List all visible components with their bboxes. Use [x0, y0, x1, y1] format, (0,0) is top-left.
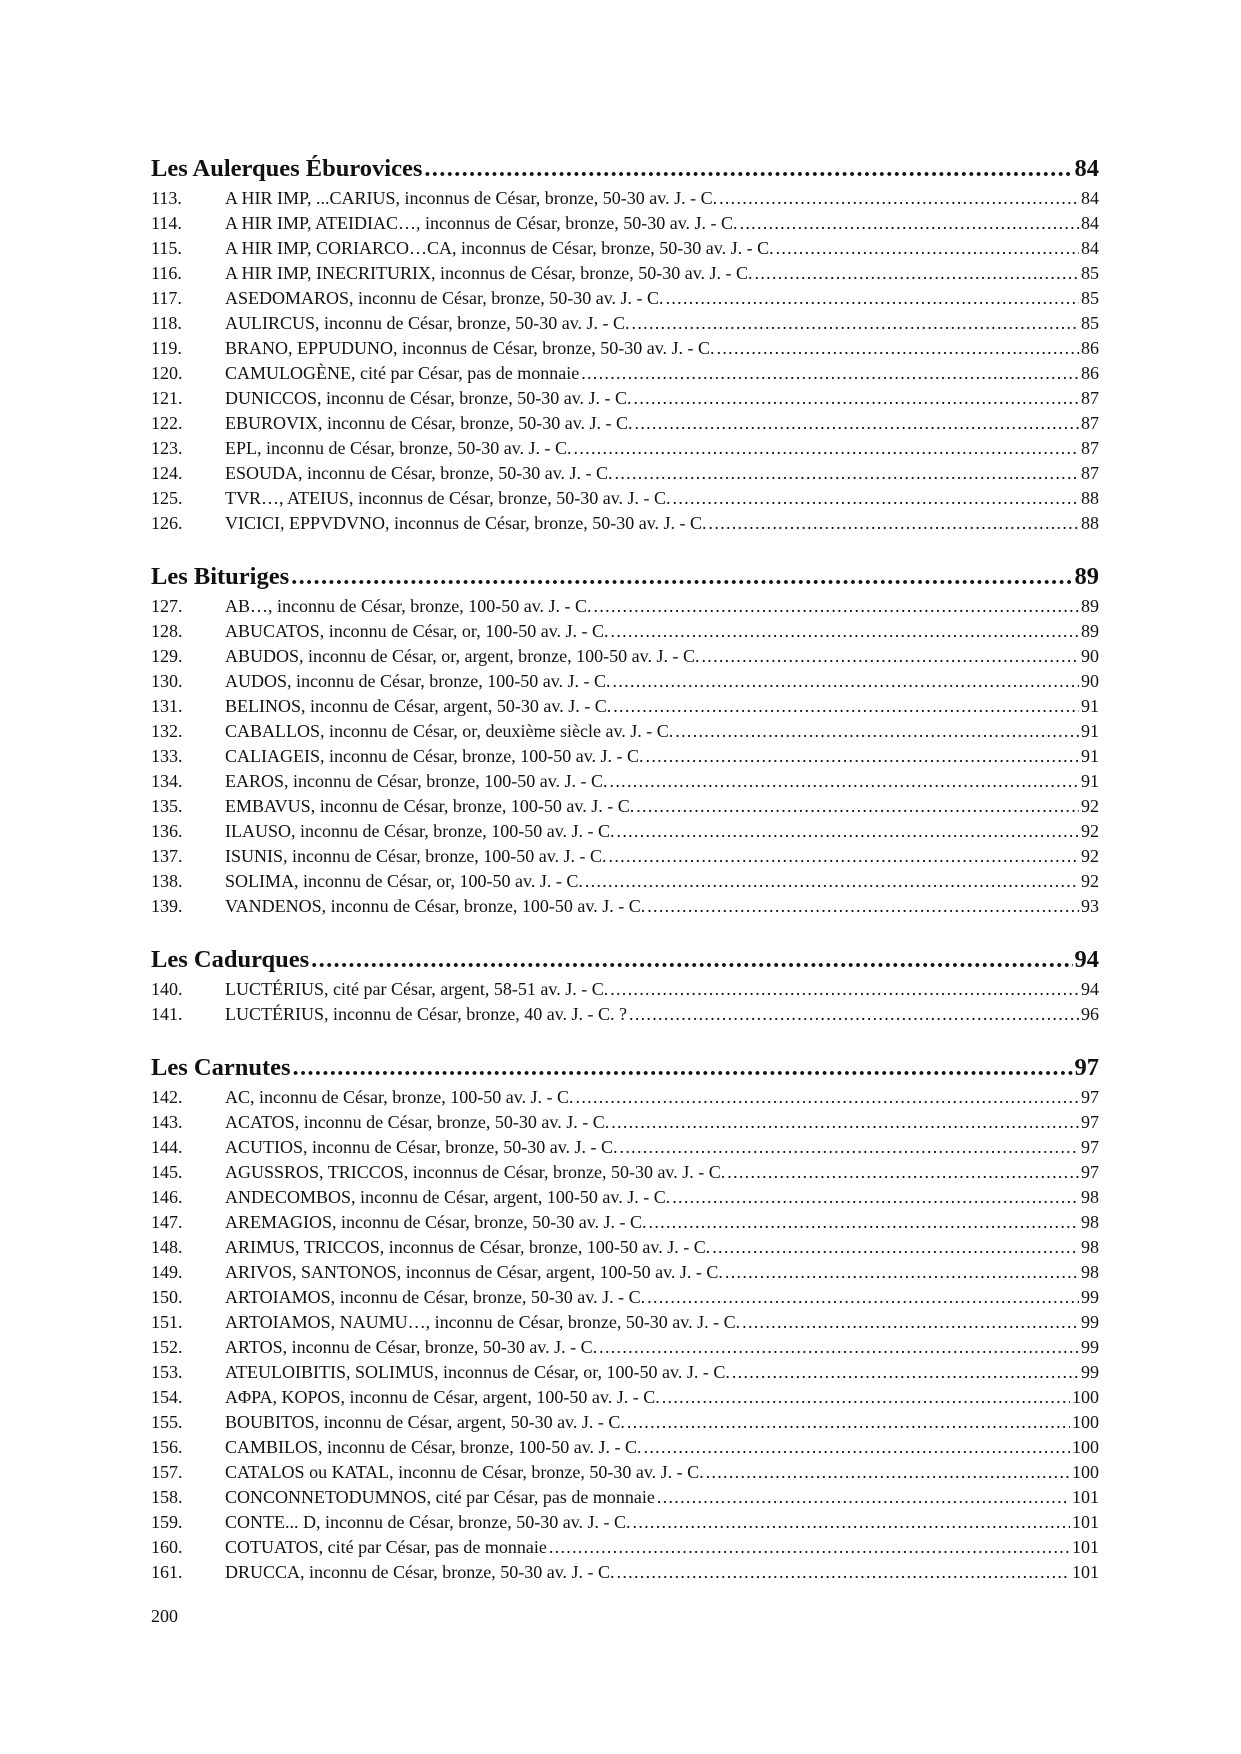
dot-leader [727, 1160, 1079, 1185]
toc-entry [151, 411, 1099, 436]
dot-leader [617, 1560, 1070, 1585]
entry-text: DRUCCA, inconnu de César, bronze, 50-30 av. J. - C. [225, 1562, 615, 1582]
section-title: Les Carnutes [151, 1054, 291, 1081]
entry-text: LUCTÉRIUS, cité par César, argent, 58-51 av. J. - C. [225, 979, 609, 999]
entry-text: ISUNIS, inconnu de César, bronze, 100-50 av. J. - C. [225, 846, 607, 866]
dot-leader [675, 719, 1079, 744]
entry-text: ASEDOMAROS, inconnu de César, bronze, 50-30 av. J. - C. [225, 288, 664, 308]
entry-number: 113. [151, 188, 182, 208]
dot-leader [424, 152, 1072, 186]
entry-number: 127. [151, 596, 183, 616]
dot-leader [673, 486, 1079, 511]
entry-number: 152. [151, 1337, 183, 1357]
dot-leader [647, 894, 1079, 919]
toc-entry [151, 361, 1099, 386]
dot-leader [755, 261, 1079, 286]
entry-number: 118. [151, 313, 182, 333]
entry-text: TVR…, ATEIUS, inconnus de César, bronze, 50-30 av. J. - C. [225, 488, 671, 508]
toc-entry [151, 1260, 1099, 1285]
dot-leader [636, 794, 1079, 819]
entry-page-number: 101 [1072, 1512, 1099, 1532]
entry-text: ARTOS, inconnu de César, bronze, 50-30 av. J. - C. [225, 1337, 598, 1357]
entry-number: 148. [151, 1237, 183, 1257]
entry-number: 156. [151, 1437, 183, 1457]
entry-page-number: 91 [1081, 696, 1099, 716]
entry-page-number: 99 [1081, 1362, 1099, 1382]
entry-page-number: 100 [1072, 1387, 1099, 1407]
toc-entry [151, 1110, 1099, 1135]
entry-number: 135. [151, 796, 183, 816]
entry-page-number: 98 [1081, 1237, 1099, 1257]
dot-leader [701, 644, 1079, 669]
entry-number: 124. [151, 463, 183, 483]
entry-text: EAROS, inconnu de César, bronze, 100-50 av. J. - C. [225, 771, 608, 791]
entry-page-number: 87 [1081, 463, 1099, 483]
entry-number: 115. [151, 238, 182, 258]
entry-page-number: 87 [1081, 438, 1099, 458]
entry-number: 159. [151, 1512, 183, 1532]
entry-page-number: 97 [1081, 1162, 1099, 1182]
entry-page-number: 84 [1081, 188, 1099, 208]
entry-number: 125. [151, 488, 183, 508]
entry-text: BELINOS, inconnu de César, argent, 50-30 av. J. - C. [225, 696, 612, 716]
dot-leader [732, 1360, 1079, 1385]
toc-entry [151, 594, 1099, 619]
toc-entry [151, 186, 1099, 211]
entry-text: AGUSSROS, TRICCOS, inconnus de César, bronze, 50-30 av. J. - C. [225, 1162, 726, 1182]
entry-text: ARTOIAMOS, NAUMU…, inconnu de César, bronze, 50-30 av. J. - C. [225, 1312, 741, 1332]
toc-entry [151, 436, 1099, 461]
entry-number: 161. [151, 1562, 183, 1582]
entry-text: CAMULOGÈNE, cité par César, pas de monnaie [225, 363, 580, 383]
dot-leader [311, 943, 1072, 977]
entry-text: COTUATOS, cité par César, pas de monnaie [225, 1537, 547, 1557]
entry-number: 131. [151, 696, 183, 716]
entry-text: BOUBITOS, inconnu de César, argent, 50-30 av. J. - C. [225, 1412, 625, 1432]
entry-text: LUCTÉRIUS, inconnu de César, bronze, 40 av. J. - C. ? [225, 1004, 628, 1024]
entry-number: 133. [151, 746, 183, 766]
section-page-number: 89 [1074, 563, 1099, 590]
toc-entry [151, 1560, 1099, 1585]
toc-entry [151, 211, 1099, 236]
entry-text: CALIAGEIS, inconnu de César, bronze, 100-50 av. J. - C. [225, 746, 644, 766]
toc-entry [151, 1360, 1099, 1385]
toc-entry [151, 1310, 1099, 1335]
entry-text: A HIR IMP, ATEIDIAC…, inconnus de César, bronze, 50-30 av. J. - C. [225, 213, 738, 233]
entry-text: A HIR IMP, INECRITURIX, inconnus de César, bronze, 50-30 av. J. - C. [225, 263, 753, 283]
entry-number: 137. [151, 846, 183, 866]
entry-text: DUNICCOS, inconnu de César, bronze, 50-30 av. J. - C. [225, 388, 632, 408]
entry-page-number: 99 [1081, 1337, 1099, 1357]
toc-entry [151, 1385, 1099, 1410]
entry-page-number: 89 [1081, 621, 1099, 641]
toc-section [151, 943, 1099, 1027]
entry-text: BRANO, EPPUDUNO, inconnus de César, bronze, 50-30 av. J. - C. [225, 338, 715, 358]
toc-section [151, 560, 1099, 919]
toc-section [151, 1051, 1099, 1585]
toc-entry [151, 894, 1099, 919]
entry-text: AREMAGIOS, inconnu de César, bronze, 50-30 av. J. - C. [225, 1212, 647, 1232]
toc-entry [151, 1435, 1099, 1460]
section-title: Les Cadurques [151, 946, 310, 973]
toc-entry [151, 1410, 1099, 1435]
entry-page-number: 92 [1081, 846, 1099, 866]
entry-number: 132. [151, 721, 183, 741]
dot-leader [632, 311, 1079, 336]
toc-entry [151, 644, 1099, 669]
entry-text: ILAUSO, inconnu de César, bronze, 100-50 av. J. - C. [225, 821, 615, 841]
toc-entry [151, 386, 1099, 411]
entry-page-number: 92 [1081, 871, 1099, 891]
entry-page-number: 94 [1081, 979, 1099, 999]
entry-page-number: 101 [1072, 1562, 1099, 1582]
toc-entry [151, 1085, 1099, 1110]
entry-page-number: 91 [1081, 721, 1099, 741]
toc-entry [151, 869, 1099, 894]
entry-page-number: 84 [1081, 238, 1099, 258]
entry-text: EPL, inconnu de César, bronze, 50-30 av. J. - C. [225, 438, 572, 458]
entry-text: CABALLOS, inconnu de César, or, deuxième siècle av. J. - C. [225, 721, 674, 741]
entry-page-number: 100 [1072, 1437, 1099, 1457]
entry-page-number: 87 [1081, 388, 1099, 408]
dot-leader [611, 619, 1079, 644]
dot-leader [594, 594, 1079, 619]
dot-leader [633, 1510, 1070, 1535]
toc-entry [151, 1485, 1099, 1510]
toc-entry [151, 1135, 1099, 1160]
entry-number: 158. [151, 1487, 183, 1507]
entry-page-number: 97 [1081, 1137, 1099, 1157]
dot-leader [666, 286, 1079, 311]
toc-section [151, 152, 1099, 536]
entry-number: 160. [151, 1537, 183, 1557]
section-heading [151, 560, 1099, 594]
entry-page-number: 88 [1081, 513, 1099, 533]
dot-leader [725, 1260, 1079, 1285]
entry-page-number: 99 [1081, 1287, 1099, 1307]
entry-number: 119. [151, 338, 182, 358]
toc-entry [151, 1160, 1099, 1185]
dot-leader [635, 411, 1079, 436]
toc-entry [151, 286, 1099, 311]
dot-leader [719, 186, 1079, 211]
toc-entry [151, 694, 1099, 719]
entry-text: AC, inconnu de César, bronze, 100-50 av. J. - C. [225, 1087, 574, 1107]
dot-leader [609, 844, 1079, 869]
entry-page-number: 97 [1081, 1112, 1099, 1132]
entry-text: SOLIMA, inconnu de César, or, 100-50 av. J. - C. [225, 871, 583, 891]
dot-leader [672, 1185, 1079, 1210]
entry-page-number: 85 [1081, 263, 1099, 283]
entry-text: EMBAVUS, inconnu de César, bronze, 100-50 av. J. - C. [225, 796, 635, 816]
entry-text: ABUCATOS, inconnu de César, or, 100-50 av. J. - C. [225, 621, 609, 641]
toc-entry [151, 819, 1099, 844]
entry-text: AUDOS, inconnu de César, bronze, 100-50 av. J. - C. [225, 671, 611, 691]
dot-leader [576, 1085, 1079, 1110]
entry-number: 122. [151, 413, 183, 433]
entry-number: 142. [151, 1087, 183, 1107]
entry-page-number: 96 [1081, 1004, 1099, 1024]
toc-entry [151, 1335, 1099, 1360]
dot-leader [742, 1310, 1079, 1335]
toc-entry [151, 1002, 1099, 1027]
dot-leader [574, 436, 1079, 461]
table-of-contents [151, 152, 1099, 1609]
entry-page-number: 100 [1072, 1412, 1099, 1432]
entry-page-number: 101 [1072, 1487, 1099, 1507]
dot-leader [291, 560, 1072, 594]
dot-leader [776, 236, 1079, 261]
toc-entry [151, 844, 1099, 869]
dot-leader [644, 1435, 1070, 1460]
entry-number: 136. [151, 821, 183, 841]
entry-text: VANDENOS, inconnu de César, bronze, 100-50 av. J. - C. [225, 896, 646, 916]
entry-number: 139. [151, 896, 183, 916]
dot-leader [627, 1410, 1070, 1435]
entry-text: ANDECOMBOS, inconnu de César, argent, 100-50 av. J. - C. [225, 1187, 671, 1207]
section-heading [151, 943, 1099, 977]
dot-leader [615, 461, 1079, 486]
entry-page-number: 91 [1081, 771, 1099, 791]
entry-page-number: 92 [1081, 796, 1099, 816]
entry-text: CAMBILOS, inconnu de César, bronze, 100-50 av. J. - C. [225, 1437, 642, 1457]
dot-leader [581, 361, 1079, 386]
toc-entry [151, 1510, 1099, 1535]
entry-number: 153. [151, 1362, 183, 1382]
entry-number: 150. [151, 1287, 183, 1307]
entry-page-number: 86 [1081, 338, 1099, 358]
dot-leader [706, 1460, 1070, 1485]
entry-number: 123. [151, 438, 183, 458]
page-number: 200 [151, 1606, 178, 1626]
dot-leader [613, 694, 1079, 719]
entry-page-number: 86 [1081, 363, 1099, 383]
dot-leader [657, 1485, 1070, 1510]
toc-entry [151, 1235, 1099, 1260]
toc-entry [151, 311, 1099, 336]
dot-leader [617, 819, 1079, 844]
entry-number: 116. [151, 263, 182, 283]
entry-number: 138. [151, 871, 183, 891]
entry-number: 120. [151, 363, 183, 383]
entry-number: 154. [151, 1387, 183, 1407]
entry-number: 130. [151, 671, 183, 691]
entry-page-number: 98 [1081, 1212, 1099, 1232]
toc-entry [151, 261, 1099, 286]
entry-number: 117. [151, 288, 182, 308]
dot-leader [629, 1002, 1079, 1027]
entry-text: ACUTIOS, inconnu de César, bronze, 50-30 av. J. - C. [225, 1137, 618, 1157]
toc-entry [151, 669, 1099, 694]
dot-leader [293, 1051, 1073, 1085]
entry-page-number: 101 [1072, 1537, 1099, 1557]
entry-number: 140. [151, 979, 183, 999]
toc-entry [151, 236, 1099, 261]
entry-text: CONCONNETODUMNOS, cité par César, pas de monnaie [225, 1487, 655, 1507]
entry-text: ABUDOS, inconnu de César, or, argent, bronze, 100-50 av. J. - C. [225, 646, 700, 666]
section-title: Les Aulerques Éburovices [151, 155, 423, 182]
dot-leader [599, 1335, 1079, 1360]
toc-entry [151, 1535, 1099, 1560]
section-heading [151, 152, 1099, 186]
toc-entry [151, 769, 1099, 794]
entry-page-number: 88 [1081, 488, 1099, 508]
toc-entry [151, 1185, 1099, 1210]
entry-text: ARIMUS, TRICCOS, inconnus de César, bronze, 100-50 av. J. - C. [225, 1237, 711, 1257]
entry-number: 155. [151, 1412, 183, 1432]
entry-number: 141. [151, 1004, 183, 1024]
entry-text: EBUROVIX, inconnu de César, bronze, 50-30 av. J. - C. [225, 413, 633, 433]
dot-leader [647, 1285, 1079, 1310]
entry-number: 151. [151, 1312, 183, 1332]
entry-text: AULIRCUS, inconnu de César, bronze, 50-30 av. J. - C. [225, 313, 630, 333]
section-page-number: 84 [1074, 155, 1099, 182]
entry-text: ACATOS, inconnu de César, bronze, 50-30 av. J. - C. [225, 1112, 610, 1132]
dot-leader [634, 386, 1079, 411]
entry-text: CONTE... D, inconnu de César, bronze, 50-30 av. J. - C. [225, 1512, 631, 1532]
entry-page-number: 97 [1081, 1087, 1099, 1107]
entry-text: A HIR IMP, ...CARIUS, inconnus de César, bronze, 50-30 av. J. - C. [225, 188, 718, 208]
entry-page-number: 92 [1081, 821, 1099, 841]
entry-text: ATEULOIBITIS, SOLIMUS, inconnus de César, or, 100-50 av. J. - C. [225, 1362, 730, 1382]
toc-entry [151, 461, 1099, 486]
dot-leader [585, 869, 1079, 894]
entry-text: ESOUDA, inconnu de César, bronze, 50-30 av. J. - C. [225, 463, 613, 483]
entry-text: VICICI, EPPVDVNO, inconnus de César, bronze, 50-30 av. J. - C. [225, 513, 707, 533]
entry-number: 134. [151, 771, 183, 791]
dot-leader [717, 336, 1079, 361]
toc-entry [151, 619, 1099, 644]
entry-page-number: 98 [1081, 1262, 1099, 1282]
entry-number: 143. [151, 1112, 183, 1132]
toc-entry [151, 336, 1099, 361]
toc-entry [151, 744, 1099, 769]
toc-entry [151, 977, 1099, 1002]
toc-entry [151, 511, 1099, 536]
entry-page-number: 93 [1081, 896, 1099, 916]
entry-number: 157. [151, 1462, 183, 1482]
toc-entry [151, 1460, 1099, 1485]
entry-text: ARIVOS, SANTONOS, inconnus de César, argent, 100-50 av. J. - C. [225, 1262, 723, 1282]
entry-page-number: 90 [1081, 671, 1099, 691]
section-page-number: 97 [1074, 1054, 1099, 1081]
entry-text: AB…, inconnu de César, bronze, 100-50 av. J. - C. [225, 596, 592, 616]
dot-leader [649, 1210, 1079, 1235]
entry-page-number: 98 [1081, 1187, 1099, 1207]
entry-number: 114. [151, 213, 182, 233]
dot-leader [740, 211, 1079, 236]
entry-text: AΦPA, KOPOS, inconnu de César, argent, 100-50 av. J. - C. [225, 1387, 660, 1407]
entry-page-number: 85 [1081, 313, 1099, 333]
entry-page-number: 99 [1081, 1312, 1099, 1332]
entry-text: ARTOIAMOS, inconnu de César, bronze, 50-30 av. J. - C. [225, 1287, 646, 1307]
entry-number: 126. [151, 513, 183, 533]
toc-entry [151, 1285, 1099, 1310]
toc-entry [151, 1210, 1099, 1235]
entry-page-number: 89 [1081, 596, 1099, 616]
entry-number: 147. [151, 1212, 183, 1232]
entry-page-number: 87 [1081, 413, 1099, 433]
entry-page-number: 90 [1081, 646, 1099, 666]
entry-number: 121. [151, 388, 183, 408]
toc-entry [151, 719, 1099, 744]
entry-text: CATALOS ou KATAL, inconnu de César, bronze, 50-30 av. J. - C. [225, 1462, 704, 1482]
dot-leader [709, 511, 1079, 536]
entry-number: 128. [151, 621, 183, 641]
section-title: Les Bituriges [151, 563, 290, 590]
entry-number: 146. [151, 1187, 183, 1207]
toc-entry [151, 794, 1099, 819]
dot-leader [610, 977, 1079, 1002]
dot-leader [712, 1235, 1079, 1260]
dot-leader [610, 769, 1079, 794]
dot-leader [611, 1110, 1079, 1135]
dot-leader [662, 1385, 1070, 1410]
entry-page-number: 100 [1072, 1462, 1099, 1482]
entry-page-number: 91 [1081, 746, 1099, 766]
entry-text: A HIR IMP, CORIARCO…CA, inconnus de César, bronze, 50-30 av. J. - C. [225, 238, 774, 258]
entry-number: 129. [151, 646, 183, 666]
section-heading [151, 1051, 1099, 1085]
entry-page-number: 84 [1081, 213, 1099, 233]
dot-leader [620, 1135, 1079, 1160]
entry-number: 144. [151, 1137, 183, 1157]
entry-page-number: 85 [1081, 288, 1099, 308]
dot-leader [549, 1535, 1070, 1560]
entry-number: 149. [151, 1262, 183, 1282]
dot-leader [646, 744, 1079, 769]
toc-entry [151, 486, 1099, 511]
entry-number: 145. [151, 1162, 183, 1182]
dot-leader [613, 669, 1079, 694]
section-page-number: 94 [1074, 946, 1099, 973]
